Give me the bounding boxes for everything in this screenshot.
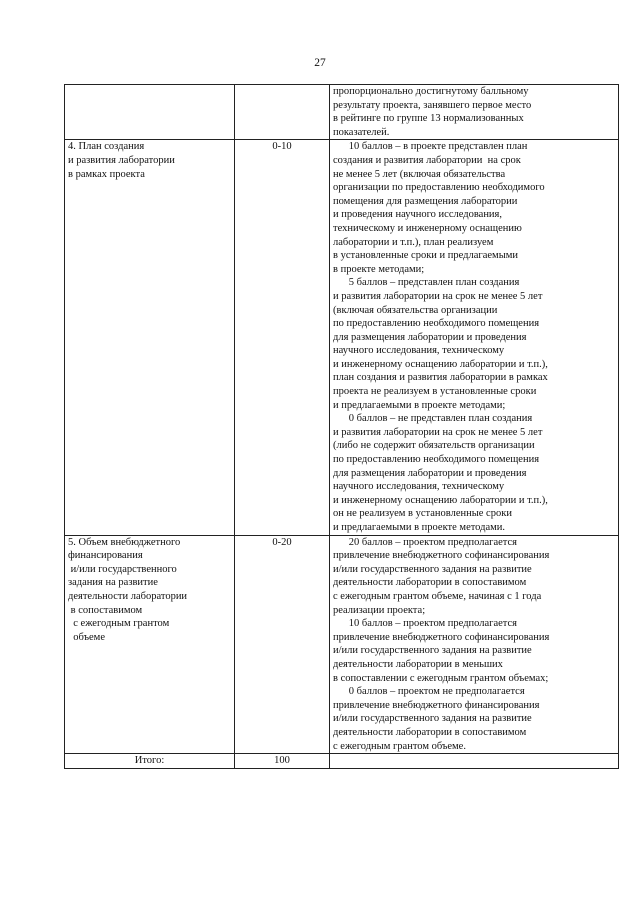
score-range-cell: 0-20 (235, 535, 330, 754)
description-line: не менее 5 лет (включая обязательства (333, 168, 506, 180)
description-line: он не реализуем в установленные сроки (333, 508, 512, 520)
criterion-name-line: в рамках проекта (68, 168, 145, 180)
criterion-name-line: и/или государственного (68, 563, 177, 575)
criteria-row (65, 85, 619, 140)
criteria-rows (65, 85, 619, 754)
description-line: с ежегодным грантом объеме, начиная с 1 года (333, 590, 542, 602)
description-line: и/или государственного задания на развитие (333, 713, 532, 725)
score-description-cell (330, 535, 619, 754)
score-range-cell (235, 85, 330, 140)
criterion-name-line: задания на развитие (68, 577, 158, 589)
description-line: техническому и инженерному оснащению (333, 222, 522, 234)
description-line: и инженерному оснащению лаборатории и т.п.), (333, 358, 548, 370)
description-line: в установленные сроки и предлагаемыми (333, 250, 519, 262)
criterion-name-cell (65, 140, 235, 535)
score-range-cell: 0-10 (235, 140, 330, 535)
score-description-cell (330, 140, 619, 535)
total-label: Итого: (65, 754, 235, 769)
description-line: и предлагаемыми в проекте методами. (333, 522, 506, 533)
description-line: в проекте методами; (333, 263, 425, 275)
total-empty-cell (330, 754, 619, 769)
criterion-name-line: 4. План создания (68, 141, 145, 153)
criterion-name-cell (65, 535, 235, 754)
description-line: деятельности лаборатории в сопоставимом (333, 577, 527, 589)
description-line: план создания и развития лаборатории в рамках (333, 372, 548, 384)
description-line: для размещения лаборатории и проведения (333, 331, 527, 343)
description-line: и/или государственного задания на развитие (333, 645, 532, 657)
total-row (65, 754, 619, 769)
description-line: с ежегодным грантом объеме. (333, 740, 466, 752)
description-line: 20 баллов – проектом предполагается (333, 536, 517, 548)
criterion-name-cell (65, 85, 235, 140)
description-line: создания и развития лаборатории на срок (333, 154, 521, 166)
description-line: по предоставлению необходимого помещения (333, 318, 540, 330)
criterion-name-line: финансирования (68, 550, 143, 562)
description-line: 0 баллов – проектом не предполагается (333, 686, 525, 698)
criterion-name-line: в сопоставимом (68, 604, 143, 616)
description-line: по предоставлению необходимого помещения (333, 454, 540, 466)
description-line: показателей. (333, 126, 390, 138)
description-line: привлечение внебюджетного финансирования (333, 699, 540, 711)
criteria-row (65, 535, 619, 754)
description-line: деятельности лаборатории в меньших (333, 658, 503, 670)
description-line: и предлагаемыми в проекте методами; (333, 399, 506, 411)
criterion-name-line: и развития лаборатории (68, 154, 175, 166)
description-line: в рейтинге по группе 13 нормализованных (333, 113, 524, 125)
description-line: организации по предоставлению необходимого (333, 182, 545, 194)
description-line: (включая обязательства организации (333, 304, 498, 316)
criterion-name-line: с ежегодным грантом (68, 618, 170, 630)
description-line: 10 баллов – проектом предполагается (333, 618, 517, 630)
description-line: и развития лаборатории на срок не менее 5 лет (333, 426, 543, 438)
description-line: реализации проекта; (333, 604, 426, 616)
score-description-cell (330, 85, 619, 140)
description-line: и инженерному оснащению лаборатории и т.п.), (333, 494, 548, 506)
description-line: (либо не содержит обязательств организации (333, 440, 535, 452)
description-line: и/или государственного задания на развитие (333, 563, 532, 575)
total-value: 100 (235, 754, 330, 769)
description-line: помещения для размещения лаборатории (333, 195, 518, 207)
description-line: и развития лаборатории на срок не менее 5 лет (333, 290, 543, 302)
description-line: 5 баллов – представлен план создания (333, 277, 520, 289)
description-line: пропорционально достигнутому балльному (333, 86, 529, 97)
description-line: проекта не реализуем в установленные сроки (333, 386, 537, 398)
description-line: привлечение внебюджетного софинансирования (333, 550, 550, 562)
criteria-row (65, 140, 619, 535)
description-line: привлечение внебюджетного софинансирования (333, 631, 550, 643)
description-line: лаборатории и т.п.), план реализуем (333, 236, 494, 248)
criteria-table (64, 84, 619, 769)
page-number: 27 (314, 57, 326, 69)
criterion-name-line: деятельности лаборатории (68, 590, 188, 602)
description-line: для размещения лаборатории и проведения (333, 467, 527, 479)
criterion-name-line: объеме (68, 631, 105, 643)
criterion-name-line: 5. Объем внебюджетного (68, 536, 181, 548)
description-line: деятельности лаборатории в сопоставимом (333, 726, 527, 738)
description-line: и проведения научного исследования, (333, 209, 503, 221)
description-line: 0 баллов – не представлен план создания (333, 413, 533, 425)
description-line: в сопоставлении с ежегодным грантом объемах; (333, 672, 549, 684)
description-line: результату проекта, занявшего первое место (333, 99, 532, 111)
description-line: научного исследования, техническому (333, 345, 505, 357)
description-line: научного исследования, техническому (333, 481, 505, 493)
description-line: 10 баллов – в проекте представлен план (333, 141, 528, 153)
